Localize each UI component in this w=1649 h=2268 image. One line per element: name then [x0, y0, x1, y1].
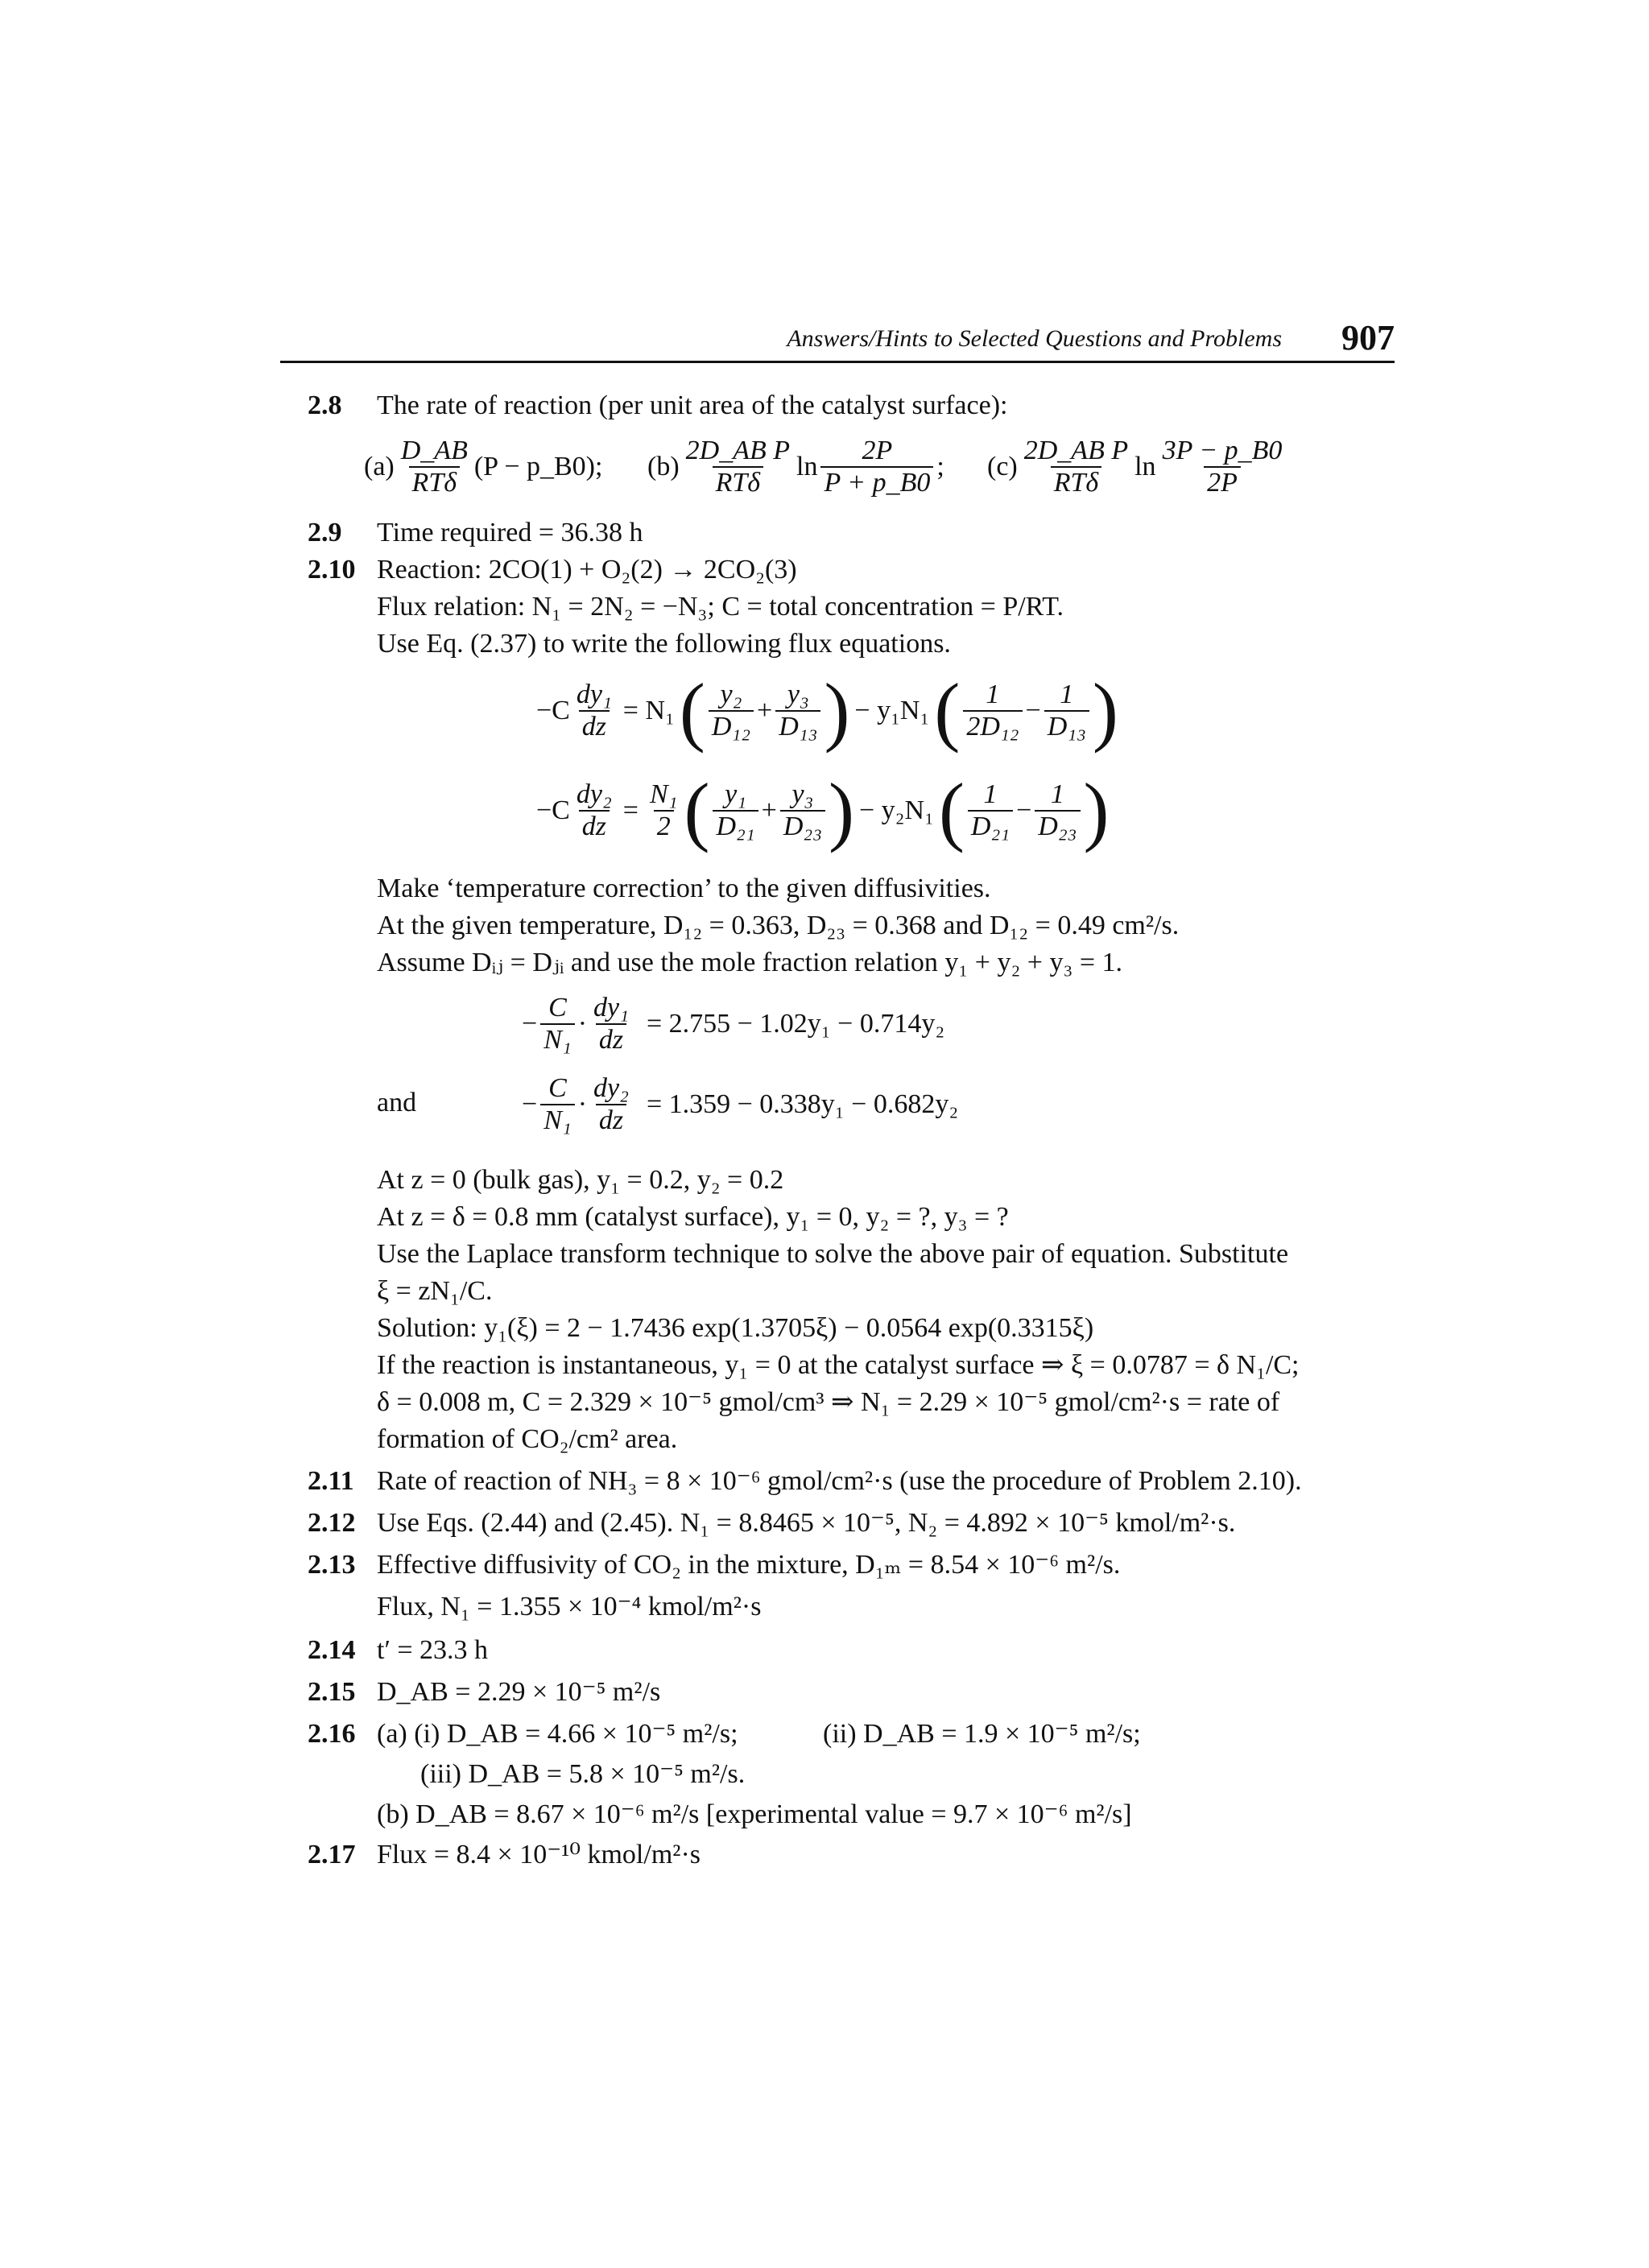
problem-text: At the given temperature, D₁₂ = 0.363, D₂₃ = 0.368 and D₁₂ = 0.49 cm²/s. — [377, 911, 1180, 940]
problem-number: 2.14 — [308, 1635, 356, 1665]
problem-text: (b) D_AB = 8.67 × 10⁻⁶ m²/s [experimental value = 9.7 × 10⁻⁶ m²/s] — [377, 1799, 1132, 1829]
problem-text: Make ‘temperature correction’ to the given diffusivities. — [377, 874, 991, 903]
problem-text: If the reaction is instantaneous, y₁ = 0 at the catalyst surface ⇒ ξ = 0.0787 = δ N₁/C; — [377, 1350, 1300, 1380]
problem-text: At z = δ = 0.8 mm (catalyst surface), y₁ = 0, y₂ = ?, y₃ = ? — [377, 1202, 1009, 1232]
problem-text: δ = 0.008 m, C = 2.329 × 10⁻⁵ gmol/cm³ ⇒ N₁ = 2.29 × 10⁻⁵ gmol/cm²·s = rate of — [377, 1387, 1280, 1417]
problem-text: Rate of reaction of NH₃ = 8 × 10⁻⁶ gmol/cm²·s (use the procedure of Problem 2.10). — [377, 1466, 1302, 1496]
problem-text: t′ = 23.3 h — [377, 1635, 489, 1665]
running-header — [280, 319, 1395, 363]
fraction: $\frac{1}{\text{D₂₃}}$ — [1035, 781, 1080, 841]
problem-text: Flux relation: N₁ = 2N₂ = −N₃; C = total concentration = P/RT. — [377, 592, 1064, 622]
conjunction-text: and — [377, 1088, 417, 1117]
problem-number: 2.17 — [308, 1840, 356, 1869]
fraction: $\frac{1}{\text{D₁₃}}$ — [1044, 681, 1089, 741]
problem-number: 2.8 — [308, 390, 342, 420]
reduced-equation-2: − $\frac{C}{\text{N₁}}$ · $\frac{\text{dy₂}}{dz}$ = 1.359 − 0.338y₁ − 0.682y₂ — [522, 1073, 959, 1135]
fraction: $\frac{D\_AB}{\text{RTδ}}$ — [400, 436, 468, 498]
problem-text: formation of CO₂/cm² area. — [377, 1424, 678, 1454]
option-label: (c) — [987, 452, 1018, 481]
problem-text: Use Eqs. (2.44) and (2.45). N₁ = 8.8465 × 10⁻⁵, N₂ = 4.892 × 10⁻⁵ kmol/m²·s. — [377, 1508, 1236, 1538]
problem-text: Use Eq. (2.37) to write the following flux equations. — [377, 629, 951, 659]
problem-text: (a) (i) D_AB = 4.66 × 10⁻⁵ m²/s; — [377, 1719, 738, 1749]
option-label: (a) — [364, 452, 395, 481]
problem-number: 2.16 — [308, 1719, 356, 1749]
problem-text: Use the Laplace transform technique to solve the above pair of equation. Substitute — [377, 1239, 1289, 1269]
problem-text: At z = 0 (bulk gas), y₁ = 0.2, y₂ = 0.2 — [377, 1165, 784, 1195]
problem-text: Flux = 8.4 × 10⁻¹⁰ kmol/m²·s — [377, 1840, 701, 1869]
problem-text: Time required = 36.38 h — [377, 518, 643, 547]
fraction: $\frac{3P - p\_B0}{2P}$ — [1162, 436, 1283, 498]
problem-text: D_AB = 2.29 × 10⁻⁵ m²/s — [377, 1677, 661, 1707]
fraction: $\frac{\text{2D\_AB P}}{\text{RTδ}}$ — [1023, 436, 1129, 498]
problem-text: Assume Dᵢⱼ = Dⱼᵢ and use the mole fraction relation y₁ + y₂ + y₃ = 1. — [377, 948, 1123, 977]
problem-text: Solution: y₁(ξ) = 2 − 1.7436 exp(1.3705ξ) − 0.0564 exp(0.3315ξ) — [377, 1313, 1094, 1343]
fraction: $\frac{1}{\text{2D₁₂}}$ — [963, 681, 1022, 741]
fraction: $\frac{\text{dy₁}}{dz}$ — [593, 993, 629, 1055]
fraction: $\frac{\text{y₁}}{\text{D₂₁}}$ — [713, 781, 758, 841]
answer-options-2-8: (a) $\frac{D\_AB}{\text{RTδ}}$ (P − p_B0); (b) $\frac{\text{2D\_AB P}}{\text{RTδ}}$ ln $\frac{2P}{P + p\_B0}$ ; (c) $\frac{\text{2D\_AB P}}{\text{RTδ}}$ ln $\frac{3P - p\_B0}{2P}$ — [364, 427, 1306, 507]
fraction: $\frac{\text{2D\_AB P}}{\text{RTδ}}$ — [685, 436, 791, 498]
reduced-equation-1: − $\frac{C}{\text{N₁}}$ · $\frac{\text{dy₁}}{dz}$ = 2.755 − 1.02y₁ − 0.714y₂ — [522, 993, 945, 1055]
header-title: Answers/Hints to Selected Questions and Problems — [787, 325, 1282, 352]
problem-text: The rate of reaction (per unit area of the catalyst surface): — [377, 390, 1008, 420]
problem-text: Reaction: 2CO(1) + O₂(2) → 2CO₂(3) — [377, 555, 797, 585]
fraction: $\frac{\text{y₃}}{\text{D₂₃}}$ — [780, 781, 825, 841]
problem-number: 2.10 — [308, 555, 356, 585]
fraction: $\frac{C}{\text{N₁}}$ — [540, 1075, 575, 1134]
problem-number: 2.13 — [308, 1550, 356, 1580]
fraction: $\frac{1}{\text{D₂₁}}$ — [968, 781, 1013, 841]
fraction: $\frac{\text{y₃}}{\text{D₁₃}}$ — [775, 681, 820, 741]
problem-text: Flux, N₁ = 1.355 × 10⁻⁴ kmol/m²·s — [377, 1592, 762, 1621]
fraction: $\frac{C}{\text{N₁}}$ — [540, 994, 575, 1054]
flux-equation-1: −C $\frac{\text{dy₁}}{dz}$ = N₁ ( $\frac{\text{y₂}}{\text{D₁₂}}$ + $\frac{\text{y₃}}{\text{D₁₃}}$ ) − y₁N₁ ( $\frac{1}{\text{2D₁₂}}$ − $\frac{1}{\text{D₁₃}}$ ) — [536, 667, 1118, 754]
problem-number: 2.15 — [308, 1677, 356, 1707]
option-label: (b) — [647, 452, 680, 481]
flux-equation-2: −C $\frac{\text{dy₂}}{dz}$ = $\frac{\text{N₁}}{2}$ ( $\frac{\text{y₁}}{\text{D₂₁}}$ + $\frac{\text{y₃}}{\text{D₂₃}}$ ) − y₂N₁ ( $\frac{1}{\text{D₂₁}}$ − $\frac{1}{\text{D₂₃}}$ ) — [536, 767, 1110, 853]
fraction: $\frac{\text{N₁}}{2}$ — [649, 779, 678, 841]
problem-number: 2.11 — [308, 1466, 354, 1496]
page-number: 907 — [1341, 318, 1395, 357]
problem-text: (ii) D_AB = 1.9 × 10⁻⁵ m²/s; — [823, 1719, 1141, 1749]
problem-text: (iii) D_AB = 5.8 × 10⁻⁵ m²/s. — [420, 1759, 746, 1789]
problem-text: Effective diffusivity of CO₂ in the mixture, D₁ₘ = 8.54 × 10⁻⁶ m²/s. — [377, 1550, 1121, 1580]
problem-text: ξ = zN₁/C. — [377, 1276, 493, 1306]
fraction: $\frac{\text{dy₁}}{dz}$ — [576, 680, 612, 742]
fraction: $\frac{\text{dy₂}}{dz}$ — [576, 779, 612, 841]
fraction: $\frac{\text{y₂}}{\text{D₁₂}}$ — [709, 681, 754, 741]
fraction: $\frac{\text{dy₂}}{dz}$ — [593, 1073, 629, 1135]
problem-number: 2.12 — [308, 1508, 356, 1538]
problem-number: 2.9 — [308, 518, 342, 547]
fraction: $\frac{2P}{P + p\_B0}$ — [820, 437, 933, 497]
